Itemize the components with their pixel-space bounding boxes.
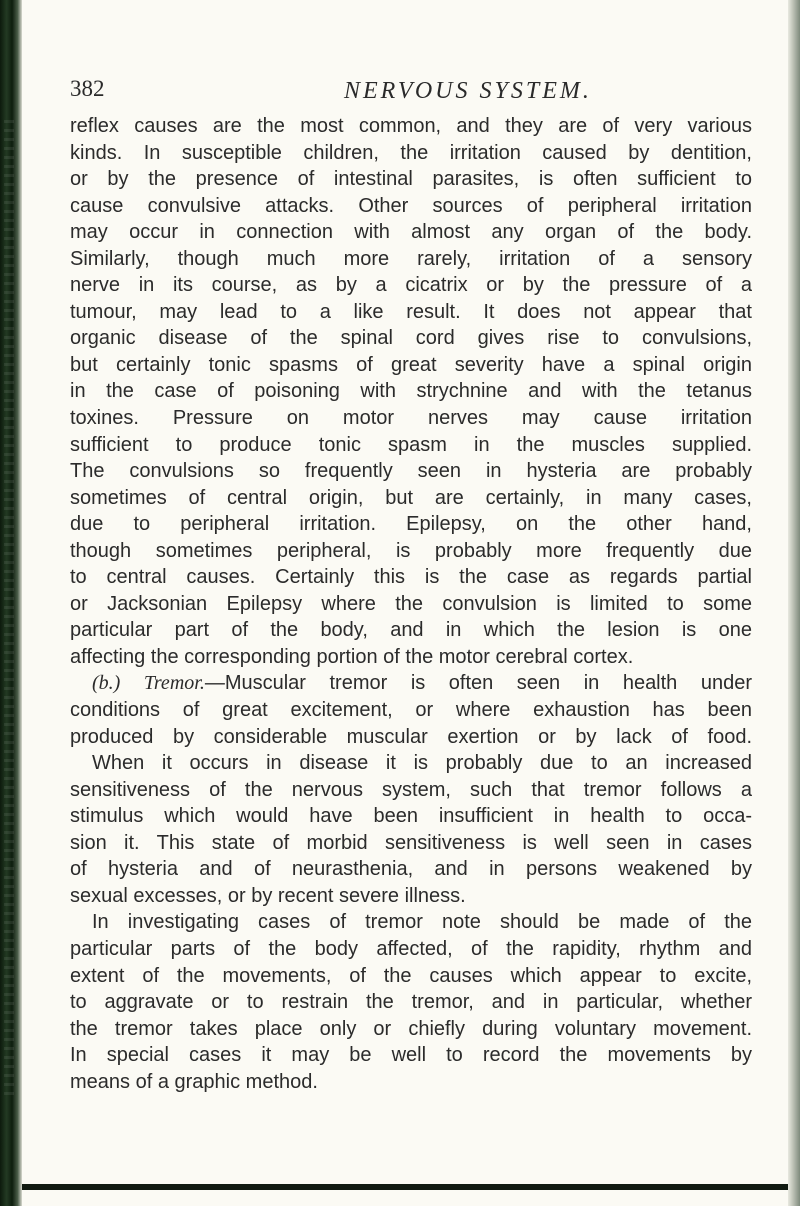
text-line: cause convulsive attacks. Other sources of peripheral irritation — [70, 194, 752, 217]
text-line: stimulus which would have been insufficient in health to occa- — [70, 805, 752, 828]
text-line: of hysteria and of neurasthenia, and in persons weakened by — [70, 858, 752, 881]
text-line: may occur in connection with almost any organ of the body. — [70, 221, 752, 244]
text-line: sometimes of central origin, but are certainly, in many cases, — [70, 486, 752, 509]
paragraph-tremor — [70, 670, 752, 909]
body-text — [70, 113, 752, 1095]
section-heading-tremor: Tremor. — [143, 672, 205, 695]
text-line: organic disease of the spinal cord gives rise to convulsions, — [70, 327, 752, 350]
text-line: sensitiveness of the nervous system, such that tremor follows a — [70, 778, 752, 801]
text-line: affecting the corresponding portion of the motor cerebral cortex. — [70, 645, 634, 668]
text-line: the tremor takes place only or chiefly during voluntary movement. — [70, 1017, 752, 1040]
text-line: in the case of poisoning with strychnine and with the tetanus — [70, 380, 752, 403]
text-line: Similarly, though much more rarely, irritation of a sensory — [70, 247, 752, 270]
text-line: means of a graphic method. — [70, 1070, 318, 1093]
text-line: produced by considerable muscular exertion or by lack of food. — [70, 725, 752, 748]
text-line: nerve in its course, as by a cicatrix or by the pressure of a — [70, 274, 752, 297]
page-right-edge — [788, 0, 800, 1206]
text-line: reflex causes are the most common, and they are of very various — [70, 115, 752, 137]
page-header — [70, 74, 750, 108]
text-line: conditions of great excitement, or where exhaustion has been — [70, 699, 752, 722]
text-line: extent of the movements, of the causes which appear to excite, — [70, 964, 752, 987]
text-line: due to peripheral irritation. Epilepsy, on the other hand, — [70, 513, 752, 536]
page-number: 382 — [70, 76, 105, 101]
text-line: In special cases it may be well to record the movements by — [70, 1044, 752, 1067]
text-line: tumour, may lead to a like result. It does not appear that — [70, 300, 752, 323]
text-line: sexual excesses, or by recent severe illness. — [70, 884, 466, 907]
text-line: toxines. Pressure on motor nerves may cause irritation — [70, 407, 752, 430]
section-label: (b.) — [92, 672, 121, 695]
paragraph-investigating-tremor — [70, 909, 752, 1095]
paragraph-reflex-causes — [70, 113, 752, 670]
text-line: to central causes. Certainly this is the case as regards partial — [70, 566, 752, 589]
text-line-fragment: —Muscular tremor is often seen in health under — [204, 672, 752, 695]
book-binding-edge — [0, 0, 22, 1206]
text-line: sufficient to produce tonic spasm in the muscles supplied. — [70, 433, 752, 456]
tremor-heading-line — [70, 670, 752, 697]
running-head: NERVOUS SYSTEM. — [344, 78, 592, 104]
text-line: but certainly tonic spasms of great severity have a spinal origin — [70, 353, 752, 376]
text-line: though sometimes peripheral, is probably more frequently due — [70, 539, 752, 562]
text-line: kinds. In susceptible children, the irritation caused by dentition, — [70, 141, 752, 164]
page-bottom-rule — [22, 1184, 788, 1190]
text-line: to aggravate or to restrain the tremor, and in particular, whether — [70, 991, 752, 1014]
text-line: In investigating cases of tremor note should be made of the — [92, 911, 752, 934]
binding-texture — [4, 120, 14, 1100]
text-line: The convulsions so frequently seen in hysteria are probably — [70, 460, 752, 483]
text-line: particular part of the body, and in which the lesion is one — [70, 619, 752, 642]
text-line: sion it. This state of morbid sensitiveness is well seen in cases — [70, 831, 752, 854]
text-line: or by the presence of intestinal parasites, is often sufficient to — [70, 168, 752, 191]
text-line: When it occurs in disease it is probably due to an increased — [92, 752, 752, 775]
text-line: or Jacksonian Epilepsy where the convulsion is limited to some — [70, 592, 752, 615]
text-line: particular parts of the body affected, of the rapidity, rhythm and — [70, 937, 752, 960]
